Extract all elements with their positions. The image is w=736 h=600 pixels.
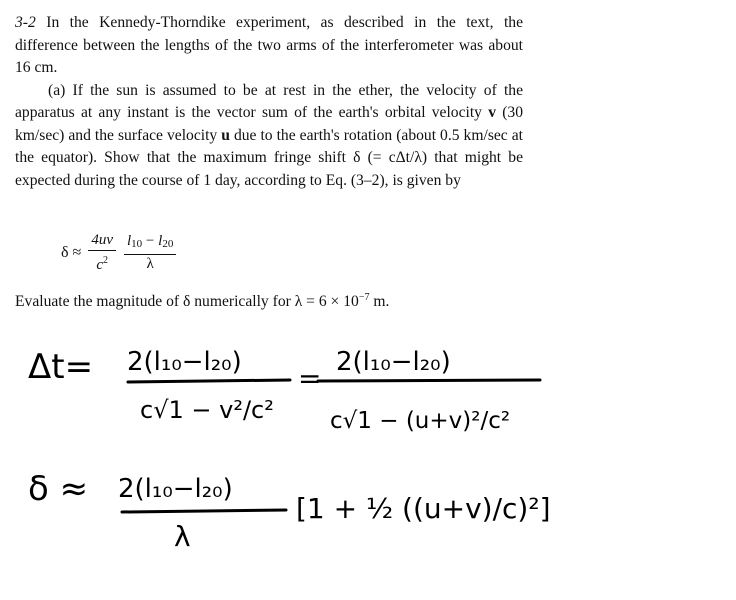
part-a-text-2: (30 km/sec) and the surface velocity <box>15 104 524 144</box>
length-minus: − <box>145 233 155 249</box>
l20-symbol: l <box>158 233 163 249</box>
equation-lhs: δ ≈ <box>61 244 82 261</box>
coefficient-numerator: 4uv <box>88 232 116 251</box>
hand-denominator-3: λ <box>174 520 191 553</box>
part-a-text-1: If the sun is assumed to be at rest in the ether, the velocity of the apparatus at any instant is the vector sum of the earth's orbital velocity <box>15 81 523 121</box>
part-a-text-3: due to the earth's rotation (about 0.5 km/sec at the equator). Show that the maximum fringe shift δ (= cΔt/λ) that might be expected during the course of 1 day, according to Eq. (3–2), is given by <box>15 126 523 189</box>
part-a-label: (a) <box>48 81 66 99</box>
hand-numerator-3: 2(l₁₀−l₂₀) <box>118 474 233 504</box>
hand-numerator-1: 2(l₁₀−l₂₀) <box>127 347 242 377</box>
hand-fraction-bar-3 <box>122 510 286 512</box>
hand-denominator-1: c√1 − v²/c² <box>140 396 274 424</box>
l20-sub: 20 <box>162 238 174 250</box>
coef-den-c: c <box>96 257 103 273</box>
hand-delta-t: Δt= <box>28 347 94 387</box>
length-denominator: λ <box>146 256 154 272</box>
problem-number: 3-2 <box>15 14 36 31</box>
l10-sub: 10 <box>131 238 143 250</box>
evaluate-exponent: −7 <box>358 292 370 303</box>
l10-symbol: l <box>127 233 132 249</box>
problem-intro: In the Kennedy-Thorndike experiment, as described in the text, the difference between the lengths of the two arms of the interferometer was about 16 cm. <box>15 14 523 76</box>
hand-delta-approx: δ ≈ <box>28 469 89 509</box>
hand-fraction-bar-2 <box>318 380 540 381</box>
hand-denominator-2: c√1 − (u+v)²/c² <box>330 408 511 434</box>
hand-equals: = <box>298 362 322 395</box>
evaluate-text: Evaluate the magnitude of δ numerically for λ = 6 × 10 <box>15 293 359 310</box>
evaluate-unit: m. <box>373 293 390 310</box>
coef-den-exp: 2 <box>103 255 108 266</box>
velocity-v-symbol: v <box>488 104 496 121</box>
hand-bracket-term: [1 + ½ ((u+v)/c)²] <box>296 492 551 525</box>
hand-fraction-bar-1 <box>128 380 290 382</box>
hand-numerator-2: 2(l₁₀−l₂₀) <box>336 347 451 377</box>
velocity-u-symbol: u <box>221 126 230 144</box>
